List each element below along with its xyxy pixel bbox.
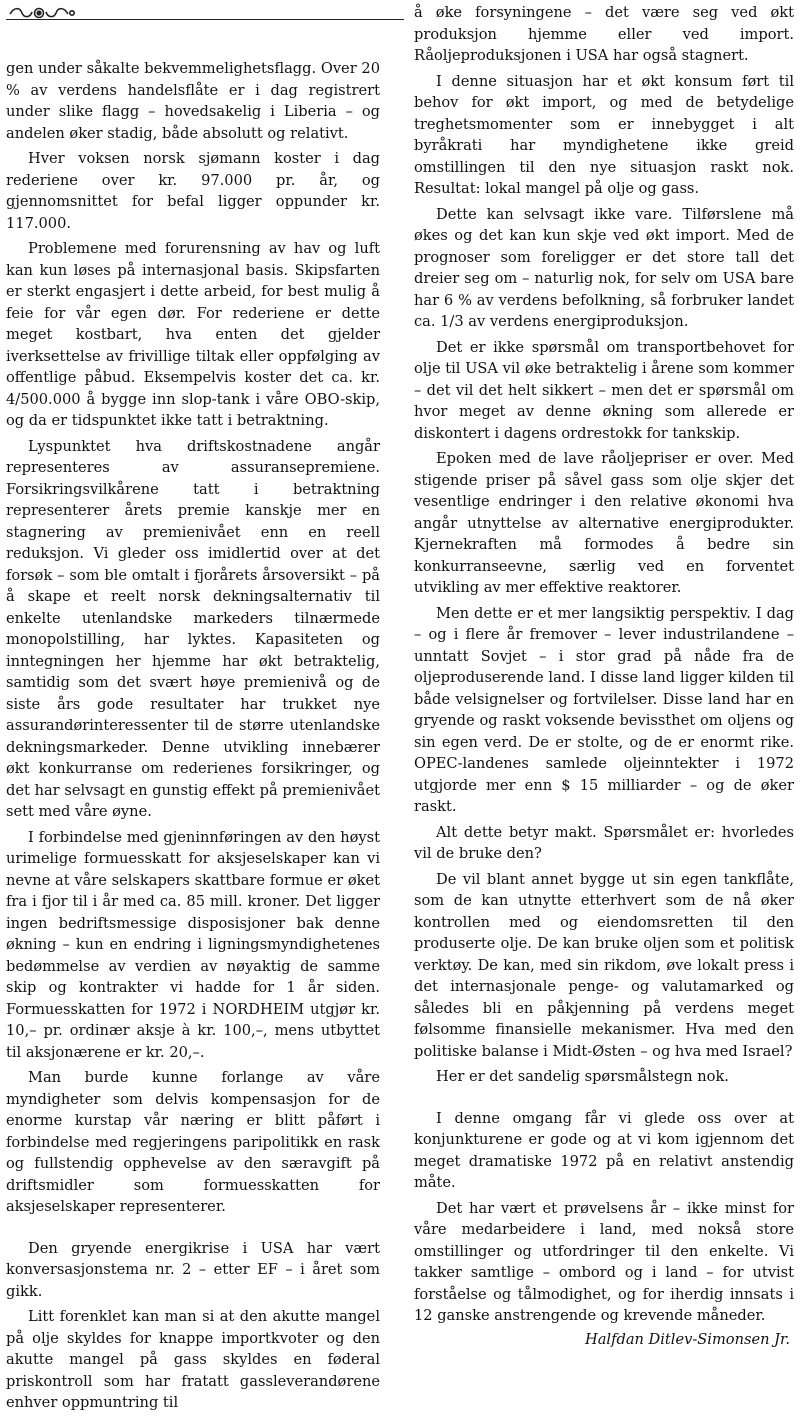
signature: Halfdan Ditlev-Simonsen Jr.: [584, 1330, 790, 1348]
paragraph: Men dette er et mer langsiktig perspektiv. I dag – og i flere år fremover – lever industrilandene – unntatt Sovjet – i stor grad på nåde fra de oljeproduserende land. I disse land ligger kilden til både velsignelser og fortvilelser. Disse land har en gryende og raskt voksende bevissthet om oljens og sin egen verd. De er stolte, og de er enormt rike. OPEC-landenes samlede oljeinntekter i 1972 utgjorde mer enn $ 15 milliarder – og de øker raskt.: [414, 604, 794, 815]
paragraph: Alt dette betyr makt. Spørsmålet er: hvorledes vil de bruke den?: [414, 823, 794, 862]
paragraph: gen under såkalte bekvemmelighetsflagg. Over 20 % av verdens handelsflåte er i dag registrert under slike flagg – hovedsakelig i Liberia – og andelen øker stadig, både absolutt og relativt.: [6, 60, 380, 142]
header-rule: [6, 19, 404, 20]
paragraph: Den gryende energikrise i USA har vært konversasjonstema nr. 2 – etter EF – i året som gikk.: [6, 1239, 380, 1300]
paragraph: Problemene med forurensning av hav og luft kan kun løses på internasjonal basis. Skipsfarten er sterkt engasjert i dette arbeid, for best mulig å feie for vår egen dør. For rederiene er dette meget kostbart, hva enten det gjelder iverksettelse av frivillige tiltak eller oppfølging av offentlige påbud. Eksempelvis koster det ca. kr. 4/500.000 å bygge inn slop-tank i våre OBO-skip, og da er tidspunktet ikke tatt i betraktning.: [6, 240, 380, 429]
left-column: [6, 58, 380, 1418]
paragraph: De vil blant annet bygge ut sin egen tankflåte, som de kan utnytte etterhvert som de nå øker kontrollen med og eiendomsretten til den produserte olje. De kan bruke oljen som et politisk verktøy. De kan, med sin rikdom, øve lokalt press i det internasjonale penge- og valutamarked og således bli en påkjenning på verdens meget følsomme finansielle mekanismer. Hva med den politiske balanse i Midt-Østen – og hva med Israel?: [414, 870, 794, 1060]
right-column: [414, 2, 794, 1348]
paragraph: I denne situasjon har et økt konsum ført til behov for økt import, og med de betydelige treghetsmomenter som er innebygget i alt byråkrati har myndighetene ikke greid omstillingen til den nye situasjon raskt nok. Resultat: lokal mangel på olje og gass.: [414, 72, 794, 197]
paragraph: Hver voksen norsk sjømann koster i dag rederiene over kr. 97.000 pr. år, og gjennomsnittet for befal ligger oppunder kr. 117.000.: [6, 150, 380, 232]
paragraph: Dette kan selvsagt ikke vare. Tilførslene må økes og det kan kun skje ved økt import. Med de prognoser som foreligger er det store tall det dreier seg om – naturlig nok, for selv om USA bare har 6 % av verdens befolkning, så forbruker landet ca. 1/3 av verdens energiproduksjon.: [414, 205, 794, 330]
paragraph: Man burde kunne forlange av våre myndigheter som delvis kompensasjon for de enorme kurstap vår næring er blitt påført i forbindelse med regjeringens paripolitikk en rask og fullstendig opphevelse av den særavgift på driftsmidler som formuesskatten for aksjeselskaper representerer.: [6, 1069, 380, 1215]
paragraph: Epoken med de lave råoljepriser er over. Med stigende priser på såvel gass som olje skjer det vesentlige endringer i den relative økonomi hva angår utnyttelse av alternative energiprodukter. Kjernekraften må formodes å bedre sin konkurranseevne, særlig ved en forventet utvikling av mer effektive reaktorer.: [414, 450, 794, 596]
paragraph: Litt forenklet kan man si at den akutte mangel på olje skyldes for knappe importkvoter og den akutte mangel på gass skyldes en føderal priskontroll som har fratatt gassleverandørene enhver oppmuntring til: [6, 1308, 380, 1411]
paragraph: Det er ikke spørsmål om transportbehovet for olje til USA vil øke betraktelig i årene som kommer – det vil det helt sikkert – men det er spørsmål om hvor meget av denne økning som allerede er diskontert i dagens ordrestokk for tankskip.: [414, 338, 794, 442]
paragraph: I denne omgang får vi glede oss over at konjunkturene er gode og at vi kom igjennom det meget dramatiske 1972 på en relativt anstendig måte.: [414, 1109, 794, 1191]
paragraph: I forbindelse med gjeninnføringen av den høyst urimelige formuesskatt for aksjeselskaper kan vi nevne at våre selskapers skattbare formue er øket fra i fjor til i år med ca. 85 mill. kroner. Det ligger ingen bedriftsmessige disposisjoner bak denne økning – kun en endring i ligningsmyndighetenes bedømmelse av verdien av nøyaktig de samme skip og kontrakter vi hadde for 1 år siden. Formuesskatten for 1972 i NORDHEIM utgjør kr. 10,– pr. ordinær aksje à kr. 100,–, mens utbyttet til aksjonærene er kr. 20,–.: [6, 828, 380, 1061]
paragraph: Her er det sandelig spørsmålstegn nok.: [436, 1068, 729, 1085]
paragraph: å øke forsyningene – det være seg ved økt produksjon hjemme eller ved import. Råoljeproduksjonen i USA har også stagnert.: [414, 4, 794, 64]
paragraph: Det har vært et prøvelsens år – ikke minst for våre medarbeidere i land, med nokså store omstillinger og utfordringer til den enkelte. Vi takker samtlige – ombord og i land – for utvist forståelse og tålmodighet, og for iherdig innsats i 12 ganske anstrengende og krevende måneder.: [414, 1199, 794, 1324]
paragraph: Lyspunktet hva driftskostnadene angår representeres av assuransepremiene. Forsikringsvilkårene tatt i betraktning representerer årets premie kanskje mer en stagnering av premienivået enn en reell reduksjon. Vi gleder oss imidlertid over at det forsøk – som ble omtalt i fjorårets årsoversikt – på å skape et reelt norsk dekningsalternativ til enkelte utenlandske markeders tilnærmede monopolstilling, har lyktes. Kapasiteten og inntegningen her hjemme har økt betraktelig, samtidig som det svært høye premienivå og de siste års gode resultater har trukket nye assurandørinteressenter til de større utenlandske dekningsmarkeder. Denne utvikling innebærer økt konkurranse om rederienes forsikringer, og det har selvsagt en gunstig effekt på premienivået sett med våre øyne.: [6, 437, 380, 820]
